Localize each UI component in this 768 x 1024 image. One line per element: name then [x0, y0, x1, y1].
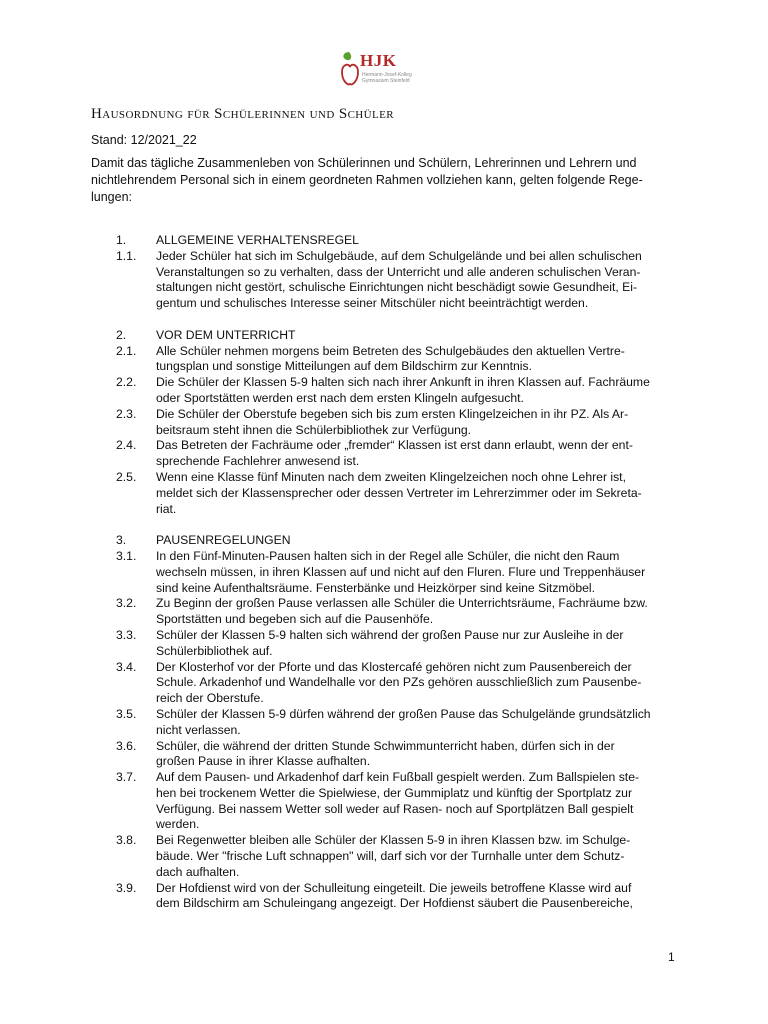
version-stand: Stand: 12/2021_22: [91, 133, 197, 147]
rule-text: staltungen nicht gestört, schulische Einrichtungen nicht beschädigt sowie Gesundheit, Ei-: [156, 280, 638, 295]
rule-number: 3.4.: [116, 659, 137, 674]
rule-number: 2.4.: [116, 438, 137, 453]
intro-line: lungen:: [91, 190, 133, 204]
rule-text: tungsplan und sonstige Mitteilungen auf dem Bildschirm zur Kenntnis.: [156, 359, 532, 374]
rule-text: Sportstätten und begeben sich auf die Pausenhöfe.: [156, 612, 434, 627]
rule-line: [0, 833, 768, 849]
rule-number: 2.3.: [116, 406, 137, 421]
section-title: ALLGEMEINE VERHALTENSREGEL: [156, 233, 359, 247]
rule-line: [0, 344, 768, 360]
rule-text: Die Schüler der Oberstufe begeben sich bis zum ersten Klingelzeichen in ihr PZ. Als Ar-: [156, 406, 629, 421]
rule-line: [0, 754, 768, 770]
rule-line: [0, 438, 768, 454]
rule-line: [0, 596, 768, 612]
rule-text: Der Hofdienst wird von der Schulleitung eingeteilt. Die jeweils betroffene Klasse wird auf: [156, 880, 632, 895]
rule-line: [0, 423, 768, 439]
section-title: VOR DEM UNTERRICHT: [156, 327, 296, 342]
section-spacer: [0, 312, 768, 328]
section-heading: [0, 533, 768, 549]
rule-number: 3.1.: [116, 548, 137, 563]
rule-line: [0, 691, 768, 707]
apple-leaf-icon: [338, 50, 360, 90]
rule-text: Bei Regenwetter bleiben alle Schüler der Klassen 5-9 in ihren Klassen bzw. im Schulge-: [156, 833, 631, 848]
rule-line: [0, 865, 768, 881]
rule-text: bäude. Wer "frische Luft schnappen" will, darf sich vor der Turnhalle unter dem Schutz-: [156, 849, 625, 864]
rule-text: gentum und schulisches Interesse seiner Mitschüler nicht beeinträchtigt werden.: [156, 296, 589, 311]
rule-text: dach aufhalten.: [156, 864, 240, 879]
rule-number: 2.2.: [116, 375, 137, 390]
rule-line: [0, 770, 768, 786]
rule-text: Der Klosterhof vor der Pforte und das Klostercafé gehören nicht zum Pausenbereich der: [156, 659, 632, 674]
rule-line: [0, 707, 768, 723]
rule-text: dem Bildschirm am Schuleingang angezeigt. Der Hofdienst säubert die Pausenbereiche,: [156, 896, 633, 911]
section-number: 3.: [116, 533, 127, 548]
rule-line: [0, 881, 768, 897]
rule-line: [0, 817, 768, 833]
rule-line: [0, 549, 768, 565]
rule-line: [0, 454, 768, 470]
rule-line: [0, 675, 768, 691]
intro-line: Damit das tägliche Zusammenleben von Schülerinnen und Schülern, Lehrerinnen und Lehrern und: [91, 156, 637, 170]
rule-text: Jeder Schüler hat sich im Schulgebäude, auf dem Schulgelände und bei allen schulischen: [156, 248, 642, 263]
rule-number: 3.3.: [116, 627, 137, 642]
rule-line: [0, 359, 768, 375]
section-number: 2.: [116, 327, 127, 342]
section-number: 1.: [116, 233, 127, 247]
rule-line: [0, 375, 768, 391]
rule-text: Schule. Arkadenhof und Wandelhalle vor den PZs gehören ausschließlich zum Pausenbe-: [156, 675, 642, 690]
rule-line: [0, 502, 768, 518]
rule-text: wechseln müssen, in ihren Klassen auf und nicht auf den Fluren. Flure und Treppenhäuser: [156, 564, 646, 579]
rule-number: 3.8.: [116, 833, 137, 848]
rule-line: [0, 581, 768, 597]
section-heading: [0, 328, 768, 344]
rule-line: [0, 565, 768, 581]
rule-text: riat.: [156, 501, 177, 516]
rule-text: Veranstaltungen so zu verhalten, dass der Unterricht und alle anderen schulischen Veran-: [156, 264, 641, 279]
school-logo: [338, 48, 438, 94]
logo-text: HJK: [360, 51, 397, 70]
rule-text: Das Betreten der Fachräume oder „fremder“ Klassen ist erst dann erlaubt, wenn der ent-: [156, 438, 633, 453]
rule-text: Verfügung. Bei nassem Wetter soll weder auf Rasen- noch auf Sportplätzen Ball gespielt: [156, 801, 634, 816]
rule-number: 3.9.: [116, 880, 137, 895]
rule-number: 2.5.: [116, 469, 137, 484]
rule-line: [0, 802, 768, 818]
rule-number: 3.5.: [116, 706, 137, 721]
rule-line: [0, 849, 768, 865]
rule-text: großen Pause in ihrer Klasse aufhalten.: [156, 754, 371, 769]
rule-line: [0, 786, 768, 802]
rule-line: [0, 407, 768, 423]
rule-text: sprechende Fachlehrer anwesend ist.: [156, 454, 360, 469]
rule-text: Auf dem Pausen- und Arkadenhof darf kein Fußball gespielt werden. Zum Ballspielen ste-: [156, 770, 640, 785]
rule-line: [0, 280, 768, 296]
rule-line: [0, 723, 768, 739]
intro-paragraph: [91, 155, 681, 206]
section-spacer: [0, 517, 768, 533]
rules-list: [0, 233, 768, 912]
logo-subtitle: Hermann-Josef-Kolleg Gymnasium Steinfeld: [362, 72, 412, 84]
section-heading: [0, 233, 768, 249]
rule-text: beitsraum steht ihnen die Schülerbibliothek zur Verfügung.: [156, 422, 472, 437]
rule-text: oder Sportstätten werden erst nach dem ersten Klingeln aufgesucht.: [156, 390, 524, 405]
rule-line: [0, 265, 768, 281]
intro-line: nichtlehrendem Personal sich in einem geordneten Rahmen vollziehen kann, gelten folgende Rege-: [91, 173, 643, 187]
rule-text: meldet sich der Klassensprecher oder dessen Vertreter im Lehrerzimmer oder im Sekreta-: [156, 485, 642, 500]
rule-number: 1.1.: [116, 248, 137, 263]
rule-line: [0, 896, 768, 912]
rule-line: [0, 739, 768, 755]
rule-line: [0, 660, 768, 676]
rule-line: [0, 644, 768, 660]
rule-text: nicht verlassen.: [156, 722, 241, 737]
rule-text: werden.: [156, 817, 200, 832]
rule-text: Die Schüler der Klassen 5-9 halten sich nach ihrer Ankunft in ihren Klassen auf. Fachräume: [156, 375, 650, 390]
rule-number: 3.2.: [116, 596, 137, 611]
rule-line: [0, 249, 768, 265]
rule-line: [0, 391, 768, 407]
page-title: Hausordnung für Schülerinnen und Schüler: [91, 106, 394, 122]
rule-text: sind keine Aufenthaltsräume. Fensterbänke und Heizkörper sind keine Sitzmöbel.: [156, 580, 595, 595]
rule-text: Schülerbibliothek auf.: [156, 643, 273, 658]
rule-text: hen bei trockenem Wetter die Spielwiese, der Gummiplatz und künftig der Sportplatz zur: [156, 785, 632, 800]
rule-text: Schüler der Klassen 5-9 halten sich während der großen Pause nur zur Ausleihe in der: [156, 627, 624, 642]
rule-number: 3.6.: [116, 738, 137, 753]
rule-text: Zu Beginn der großen Pause verlassen alle Schüler die Unterrichtsräume, Fachräume bzw.: [156, 596, 648, 611]
rule-number: 2.1.: [116, 343, 137, 358]
rule-text: Schüler, die während der dritten Stunde Schwimmunterricht haben, dürfen sich in der: [156, 738, 615, 753]
rule-text: Wenn eine Klasse fünf Minuten nach dem zweiten Klingelzeichen noch ohne Lehrer ist,: [156, 469, 626, 484]
rule-line: [0, 296, 768, 312]
rule-text: reich der Oberstufe.: [156, 691, 264, 706]
rule-text: Alle Schüler nehmen morgens beim Betreten des Schulgebäudes den aktuellen Vertre-: [156, 343, 625, 358]
rule-line: [0, 612, 768, 628]
rule-line: [0, 486, 768, 502]
rule-text: Schüler der Klassen 5-9 dürfen während der großen Pause das Schulgelände grundsätzlich: [156, 706, 651, 721]
rule-number: 3.7.: [116, 770, 137, 785]
rule-line: [0, 628, 768, 644]
page-number: 1: [668, 950, 675, 964]
rule-text: In den Fünf-Minuten-Pausen halten sich in der Regel alle Schüler, die nicht den Raum: [156, 548, 620, 563]
section-title: PAUSENREGELUNGEN: [156, 533, 291, 548]
rule-line: [0, 470, 768, 486]
